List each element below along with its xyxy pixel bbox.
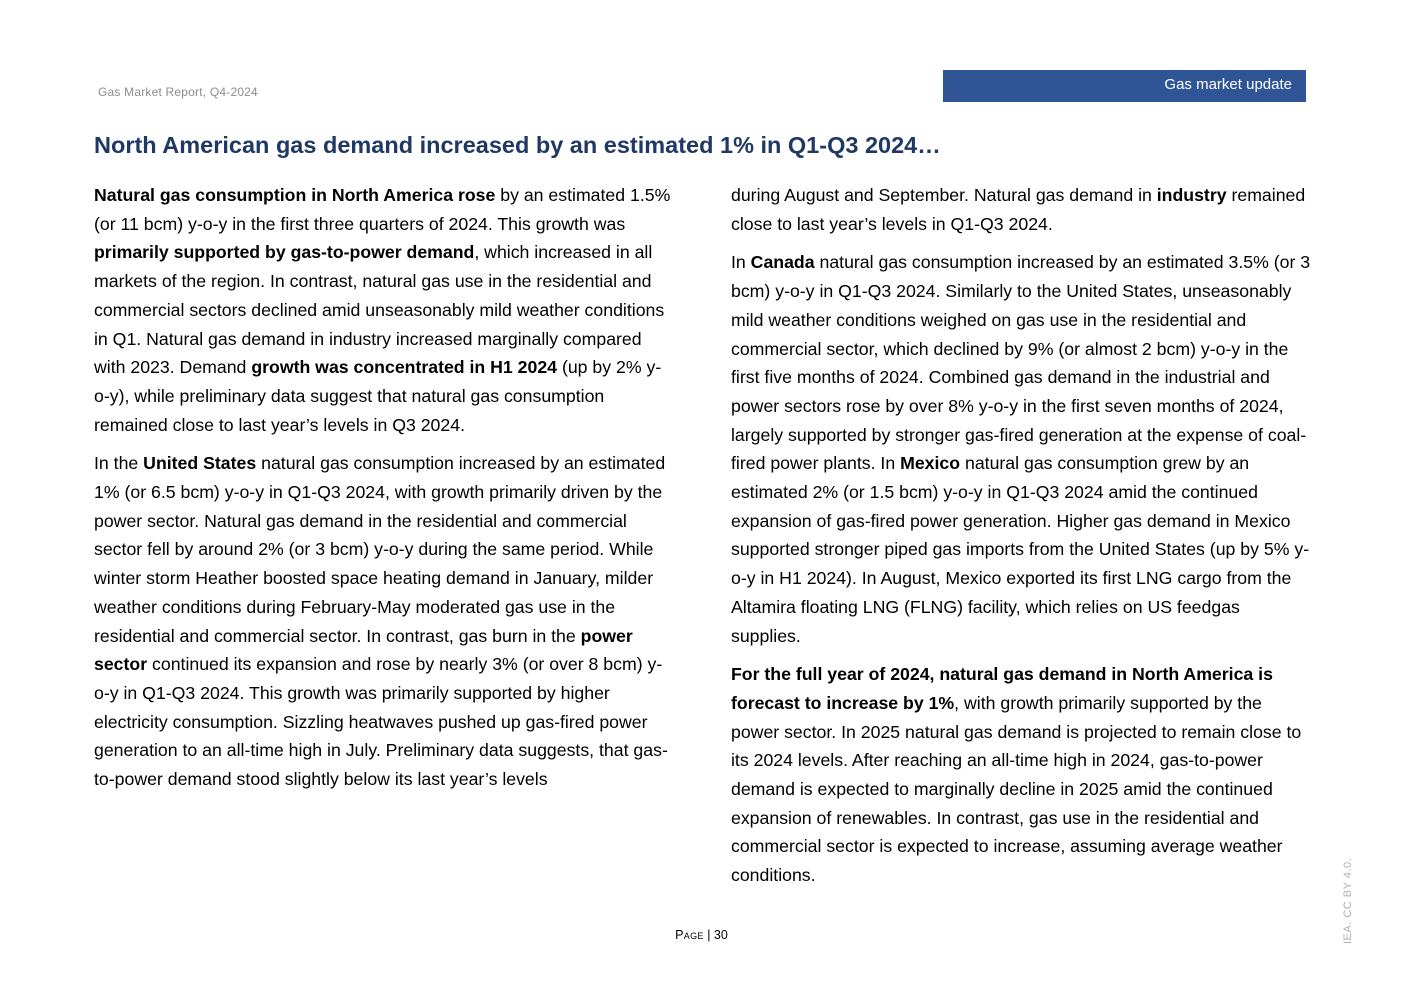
paragraph-canada-mexico bbox=[731, 248, 1311, 650]
bold-text: United States bbox=[143, 453, 257, 474]
bold-text: power sector bbox=[94, 625, 633, 675]
paragraph-industry bbox=[731, 181, 1311, 238]
page-separator: | bbox=[703, 928, 714, 942]
body-text: by an estimated 1.5% (or 11 bcm) y-o-y in the first three quarters of 2024. This growth was bbox=[94, 185, 671, 234]
bold-text: primarily supported by gas-to-power demand bbox=[94, 242, 475, 263]
bold-text: Mexico bbox=[900, 453, 961, 474]
body-text: , with growth primarily supported by the power sector. In 2025 natural gas demand is projected to remain close to its 2024 levels. After reaching an all-time high in 2024, gas-to-power demand is expected to marginally decline in 2025 amid the continued expansion of renewables. In contrast, gas use in the residential and commercial sector is expected to increase, assuming average weather conditions. bbox=[731, 692, 1302, 886]
body-text: natural gas consumption grew by an estimated 2% (or 1.5 bcm) y-o-y in Q1-Q3 2024 amid the continued expansion of gas-fired power generation. Higher gas demand in Mexico supported stronger piped gas imports from the United States (up by 5% y-o-y in H1 2024). In August, Mexico exported its first LNG cargo from the Altamira floating LNG (FLNG) facility, which relies on US feedgas supplies. bbox=[731, 453, 1310, 646]
body-text: In the bbox=[94, 453, 144, 474]
body-text: remained close to last year’s levels in Q1-Q3 2024. bbox=[731, 185, 1306, 234]
bold-text: For the full year of 2024, natural gas demand in North America is forecast to increase by 1% bbox=[731, 664, 1273, 713]
body-text: continued its expansion and rose by nearly 3% (or over 8 bcm) y-o-y in Q1-Q3 2024. This growth was primarily supported by higher electricity consumption. Sizzling heatwaves pushed up gas-fired power generation to an all-time high in July. Preliminary data suggests, that gas-to-power demand stood slightly below its last year’s levels bbox=[94, 654, 668, 790]
paragraph-united-states bbox=[94, 449, 674, 793]
paragraph-north-america bbox=[94, 181, 674, 439]
section-banner: Gas market update bbox=[943, 70, 1306, 102]
body-text: , which increased in all markets of the region. In contrast, natural gas use in the residential and commercial sectors declined amid unseasonably mild weather conditions in Q1. Natural gas demand in industry increased marginally compared with 2023. Demand bbox=[94, 242, 665, 378]
bold-text: Natural gas consumption in North America rose bbox=[94, 185, 496, 205]
license-notice: IEA. CC BY 4.0. bbox=[1342, 857, 1354, 944]
page-title: North American gas demand increased by an estimated 1% in Q1-Q3 2024… bbox=[94, 132, 941, 158]
body-text: natural gas consumption increased by an estimated 3.5% (or 3 bcm) y-o-y in Q1-Q3 2024. Similarly to the United States, unseasonably mild weather conditions weighed on gas use in the residential and commercial sector, which declined by 9% (or almost 2 bcm) y-o-y in the first five months of 2024. Combined gas demand in the industrial and power sectors rose by over 8% y-o-y in the first seven months of 2024, largely supported by stronger gas-fired generation at the expense of coal-fired power plants. In bbox=[731, 252, 1311, 474]
bold-text: growth was concentrated in H1 2024 bbox=[251, 357, 558, 378]
right-column bbox=[731, 181, 1311, 900]
body-text: (up by 2% y-o-y), while preliminary data suggest that natural gas consumption remained close to last year’s levels in Q3 2024. bbox=[94, 357, 662, 435]
report-name: Gas Market Report, Q4-2024 bbox=[98, 85, 258, 99]
left-column bbox=[94, 181, 674, 804]
page-number-value: 30 bbox=[713, 928, 728, 942]
paragraph-forecast bbox=[731, 660, 1311, 890]
body-text: In bbox=[731, 252, 751, 273]
page-label: Page bbox=[675, 928, 704, 942]
page-number bbox=[0, 928, 1403, 942]
body-text: natural gas consumption increased by an estimated 1% (or 6.5 bcm) y-o-y in Q1-Q3 2024, with growth primarily driven by the power sector. Natural gas demand in the residential and commercial sector fell by around 2% (or 3 bcm) y-o-y during the same period. While winter storm Heather boosted space heating demand in January, milder weather conditions during February-May moderated gas use in the residential and commercial sector. In contrast, gas burn in the bbox=[94, 453, 666, 646]
bold-text: Canada bbox=[750, 252, 815, 273]
bold-text: industry bbox=[1156, 185, 1227, 205]
body-text: during August and September. Natural gas demand in bbox=[731, 185, 1157, 205]
